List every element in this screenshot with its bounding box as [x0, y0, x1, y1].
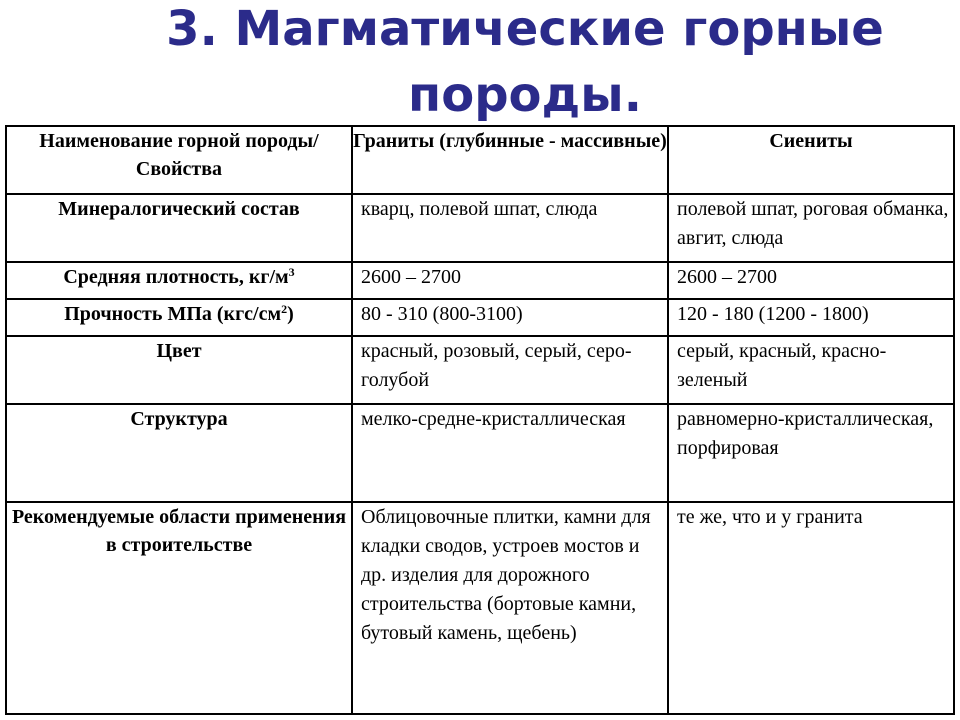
property-cell: Цвет: [6, 336, 352, 404]
property-cell: Минералогический состав: [6, 194, 352, 262]
syenite-cell: те же, что и у гранита: [668, 502, 954, 714]
property-cell: Структура: [6, 404, 352, 502]
header-syenite: Сиениты: [668, 126, 954, 194]
table-row: [6, 336, 954, 404]
table-row: [6, 194, 954, 262]
table-row: [6, 502, 954, 714]
property-cell: [6, 299, 352, 336]
property-text: Средняя плотность, кг/м: [63, 266, 289, 288]
header-granite: Граниты (глубинные - массивные): [352, 126, 668, 194]
property-superscript: 3: [288, 265, 295, 279]
syenite-cell: полевой шпат, роговая обманка, авгит, слюда: [668, 194, 954, 262]
property-text: Прочность МПа (кгс/см: [64, 303, 282, 325]
table-row: [6, 404, 954, 502]
rock-properties-table: [5, 125, 955, 715]
table-header-row: [6, 126, 954, 194]
slide-title-line-2: породы.: [408, 67, 642, 123]
granite-cell: 80 - 310 (800-3100): [352, 299, 668, 336]
granite-cell: 2600 – 2700: [352, 262, 668, 299]
syenite-cell: 2600 – 2700: [668, 262, 954, 299]
table-row: [6, 262, 954, 299]
syenite-cell: серый, красный, красно-зеленый: [668, 336, 954, 404]
granite-cell: Облицовочные плитки, камни для кладки сводов, устроев мостов и др. изделия для дорожного строительства (бортовые камни, бутовый камень, щебень): [352, 502, 668, 714]
syenite-cell: равномерно-кристаллическая, порфировая: [668, 404, 954, 502]
property-cell: Рекомендуемые области применения в строительстве: [6, 502, 352, 714]
granite-cell: красный, розовый, серый, серо-голубой: [352, 336, 668, 404]
header-property: Наименование горной породы/Свойства: [6, 126, 352, 194]
slide-title-line-1: 3. Магматические горные: [166, 1, 884, 57]
property-text-tail: ): [287, 303, 294, 325]
property-superscript: 2: [281, 302, 288, 316]
syenite-cell: 120 - 180 (1200 - 1800): [668, 299, 954, 336]
table-row: [6, 299, 954, 336]
property-cell: [6, 262, 352, 299]
granite-cell: кварц, полевой шпат, слюда: [352, 194, 668, 262]
granite-cell: мелко-средне-кристаллическая: [352, 404, 668, 502]
